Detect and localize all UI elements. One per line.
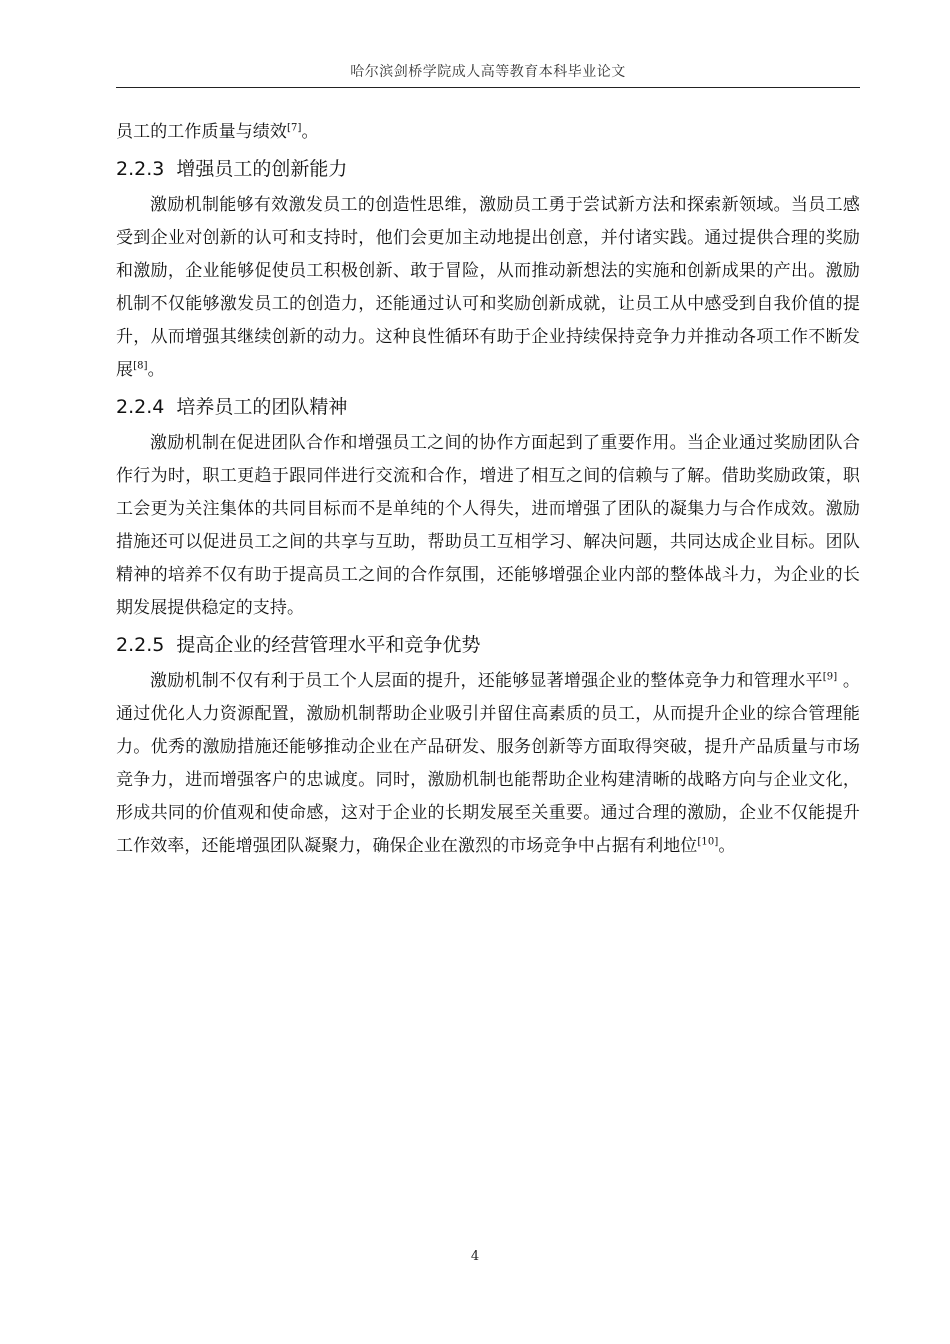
intro-tail: 。 [301, 122, 319, 142]
intro-text: 员工的工作质量与绩效 [116, 122, 287, 142]
citation-ref-9: [9] [822, 671, 838, 683]
citation-ref-10: [10] [697, 836, 719, 848]
section-heading-2-2-4 [116, 392, 860, 422]
page-body [116, 116, 860, 863]
header-title: 哈尔滨剑桥学院成人高等教育本科毕业论文 [350, 64, 626, 80]
paragraph-tail: 。 [147, 360, 165, 380]
page-number: 4 [470, 1249, 480, 1264]
section-heading-2-2-3 [116, 154, 860, 184]
section-heading-2-2-5 [116, 630, 860, 660]
section-paragraph-2-2-4 [116, 427, 860, 625]
citation-ref-7: [7] [287, 122, 302, 134]
paragraph-text-mid: 。通过优化人力资源配置，激励机制帮助企业吸引并留住高素质的员工，从而提升企业的综合管理能力。优秀的激励措施还能够推动企业在产品研发、服务创新等方面取得突破，提升产品质量与市场竞争力，进而增强客户的忠诚度。同时，激励机制也能帮助企业构建清晰的战略方向与企业文化，形成共同的价值观和使命感，这对于企业的长期发展至关重要。通过合理的激励，企业不仅能提升工作效率，还能增强团队凝聚力，确保企业在激烈的市场竞争中占据有利地位 [116, 671, 860, 856]
section-number: 2.2.4 [116, 396, 165, 418]
paragraph-text: 激励机制在促进团队合作和增强员工之间的协作方面起到了重要作用。当企业通过奖励团队合作行为时，职工更趋于跟同伴进行交流和合作，增进了相互之间的信赖与了解。借助奖励政策，职工会更为关注集体的共同目标而不是单纯的个人得失，进而增强了团队的凝集力与合作成效。激励措施还可以促进员工之间的共享与互助，帮助员工互相学习、解决问题，共同达成企业目标。团队精神的培养不仅有助于提高员工之间的合作氛围，还能够增强企业内部的整体战斗力，为企业的长期发展提供稳定的支持。 [116, 433, 860, 618]
paragraph-text-head: 激励机制不仅有利于员工个人层面的提升，还能够显著增强企业的整体竞争力和管理水平 [150, 671, 823, 691]
paragraph-text: 激励机制能够有效激发员工的创造性思维，激励员工勇于尝试新方法和探索新领域。当员工感受到企业对创新的认可和支持时，他们会更加主动地提出创意，并付诸实践。通过提供合理的奖励和激励，企业能够促使员工积极创新、敢于冒险，从而推动新想法的实施和创新成果的产出。激励机制不仅能够激发员工的创造力，还能通过认可和奖励创新成就，让员工从中感受到自我价值的提升，从而增强其继续创新的动力。这种良性循环有助于企业持续保持竞争力并推动各项工作不断发展 [116, 195, 860, 380]
section-title: 培养员工的团队精神 [176, 396, 348, 418]
section-number: 2.2.3 [116, 158, 165, 180]
section-paragraph-2-2-3 [116, 189, 860, 387]
section-paragraph-2-2-5 [116, 665, 860, 863]
section-number: 2.2.5 [116, 634, 165, 656]
section-title: 增强员工的创新能力 [176, 158, 348, 180]
intro-paragraph [116, 116, 860, 149]
section-title: 提高企业的经营管理水平和竞争优势 [176, 634, 481, 656]
page-header [116, 60, 860, 88]
paragraph-tail: 。 [718, 836, 736, 856]
citation-ref-8: [8] [133, 360, 148, 372]
